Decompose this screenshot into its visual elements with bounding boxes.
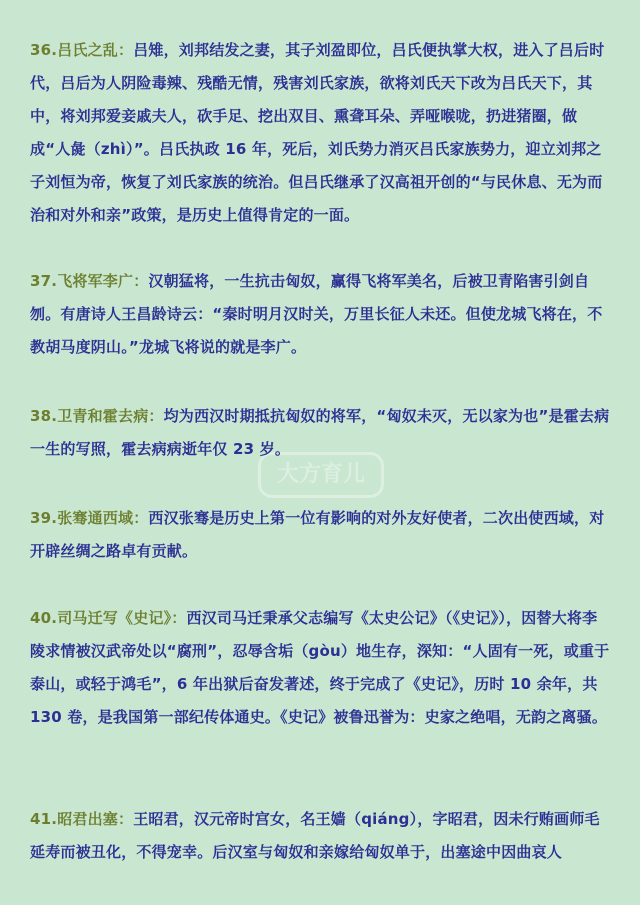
- entry-separator: ：: [148, 407, 164, 425]
- entry-separator: ：: [133, 509, 149, 527]
- entry-separator: ：: [133, 272, 149, 290]
- entry-text: 汉朝猛将，一生抗击匈奴，赢得飞将军美名，后被卫青陷害引剑自刎。有唐诗人王昌龄诗云：“秦时明月汉时关，万里长征人未还。但使龙城飞将在，不教胡马度阴山。”龙城飞将说的就是李广。: [30, 272, 603, 356]
- entry-text: 西汉张骞是历史上第一位有影响的对外友好使者，二次出使西域，对开辟丝绸之路卓有贡献。: [30, 509, 605, 560]
- entry-separator: ：: [118, 41, 134, 59]
- entry-text: 吕雉，刘邦结发之妻，其子刘盈即位，吕氏便执掌大权，进入了吕后时代，吕后为人阴险毒辣、残酷无情，残害刘氏家族，欲将刘氏天下改为吕氏天下，其中，将刘邦爱妾戚夫人，砍手足、挖出双目、熏聋耳朵、弄哑喉咙，扔进猪圈，做成“人彘（zhì）”。吕氏执政 16 年，死后，刘氏势力消灭吕氏家族势力，迎立刘邦之子刘恒为帝，恢复了刘氏家族的统治。但吕氏继承了汉高祖开创的“与民休息、无为而治和对外和亲”政策，是历史上值得肯定的一面。: [30, 41, 605, 224]
- entry-36: [30, 34, 612, 232]
- entry-title: 昭君出塞: [57, 810, 118, 828]
- entry-text: 西汉司马迁秉承父志编写《太史公记》（《史记》），因替大将李陵求情被汉武帝处以“腐刑”，忍辱含垢（gòu）地生存，深知：“人固有一死，或重于泰山，或轻于鸿毛”，6 年出狱后奋发著述，终于完成了《史记》，历时 10 余年，共 130 卷，是我国第一部纪传体通史。《史记》被鲁迅誉为：史家之绝唱，无韵之离骚。: [30, 609, 610, 726]
- entry-title: 飞将军李广: [57, 272, 134, 290]
- entry-text: 均为西汉时期抵抗匈奴的将军，“匈奴未灭，无以家为也”是霍去病一生的写照，霍去病病逝年仅 23 岁。: [30, 407, 610, 458]
- entry-title: 司马迁写《史记》: [57, 609, 172, 627]
- entry-number: 41.: [30, 810, 58, 828]
- entry-number: 38.: [30, 407, 58, 425]
- entry-title: 卫青和霍去病: [57, 407, 149, 425]
- entry-number: 37.: [30, 272, 58, 290]
- entry-title: 吕氏之乱: [57, 41, 118, 59]
- entry-number: 39.: [30, 509, 58, 527]
- entry-37: [30, 265, 612, 364]
- entry-number: 40.: [30, 609, 58, 627]
- entry-separator: ：: [171, 609, 187, 627]
- entry-separator: ：: [118, 810, 134, 828]
- entry-text: 王昭君，汉元帝时宫女，名王嫱（qiáng），字昭君，因未行贿画师毛延寿而被丑化，不得宠幸。后汉室与匈奴和亲嫁给匈奴单于，出塞途中因曲哀人: [30, 810, 600, 861]
- entry-title: 张骞通西域: [57, 509, 134, 527]
- entry-39: [30, 502, 612, 568]
- entry-number: 36.: [30, 41, 58, 59]
- entry-41: [30, 803, 612, 869]
- entry-40: [30, 602, 612, 734]
- watermark-logo: 大方育儿: [258, 452, 384, 498]
- entry-38: [30, 400, 612, 466]
